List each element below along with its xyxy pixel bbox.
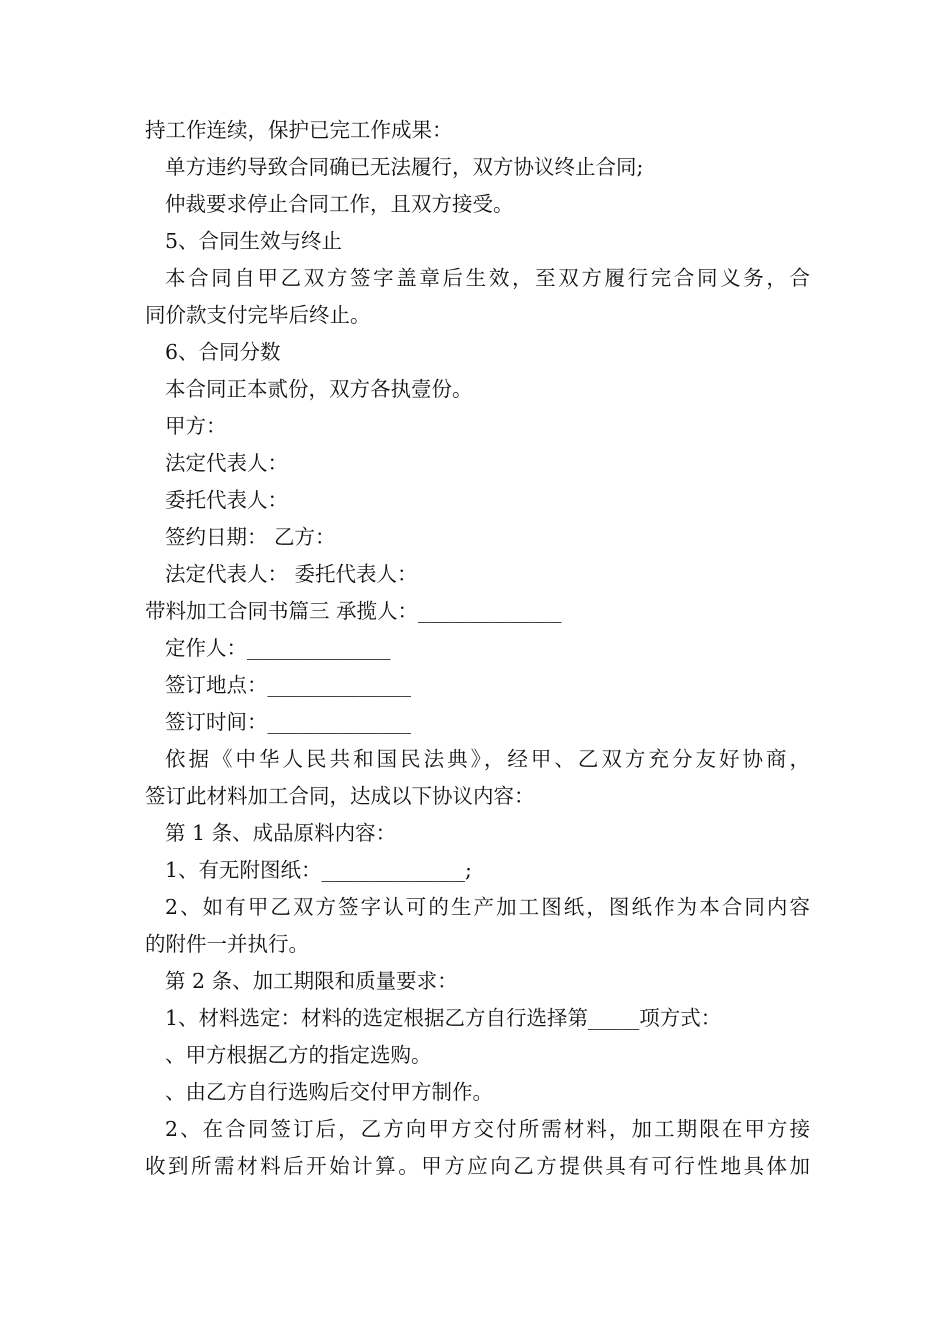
text-line: 同价款支付完毕后终止。 (145, 303, 371, 327)
text-line: 法定代表人： (165, 451, 288, 475)
text-line: 收到所需材料后开始计算。甲方应向乙方提供具有可行性地具体加 (145, 1154, 810, 1178)
text-line: 6、合同分数 (165, 340, 281, 364)
text-line: 、甲方根据乙方的指定选购。 (165, 1043, 432, 1067)
text-line: 1、有无附图纸：______________; (165, 858, 472, 882)
text-line: 本合同正本贰份，双方各执壹份。 (165, 377, 473, 401)
text-line: 签约日期： 乙方： (165, 525, 336, 549)
text-line: 签订时间：______________ (165, 710, 411, 734)
text-line: 、由乙方自行选购后交付甲方制作。 (165, 1080, 493, 1104)
text-line: 单方违约导致合同确已无法履行，双方协议终止合同; (165, 155, 644, 179)
text-line: 2、如有甲乙双方签字认可的生产加工图纸，图纸作为本合同内容 (165, 895, 810, 919)
text-line: 法定代表人： 委托代表人： (165, 562, 418, 586)
text-line: 定作人：______________ (165, 636, 391, 660)
text-line: 的附件一并执行。 (145, 932, 309, 956)
text-line: 委托代表人： (165, 488, 288, 512)
text-line: 带料加工合同书篇三 承揽人：______________ (145, 599, 562, 623)
text-line: 本合同自甲乙双方签字盖章后生效，至双方履行完合同义务，合 (165, 266, 810, 290)
text-line: 第 1 条、成品原料内容： (165, 821, 397, 845)
text-line: 签订此材料加工合同，达成以下协议内容： (145, 784, 535, 808)
text-line: 2、在合同签订后，乙方向甲方交付所需材料，加工期限在甲方接 (165, 1117, 810, 1141)
text-line: 1、材料选定：材料的选定根据乙方自行选择第_____项方式： (165, 1006, 722, 1030)
text-line: 第 2 条、加工期限和质量要求： (165, 969, 458, 993)
text-line: 依据《中华人民共和国民法典》，经甲、乙双方充分友好协商， (165, 747, 810, 771)
text-line: 仲裁要求停止合同工作，且双方接受。 (165, 192, 514, 216)
text-line: 5、合同生效与终止 (165, 229, 343, 253)
text-line: 持工作连续，保护已完工作成果： (145, 118, 453, 142)
document-body (145, 112, 810, 1185)
text-line: 签订地点：______________ (165, 673, 411, 697)
text-line: 甲方： (165, 414, 227, 438)
